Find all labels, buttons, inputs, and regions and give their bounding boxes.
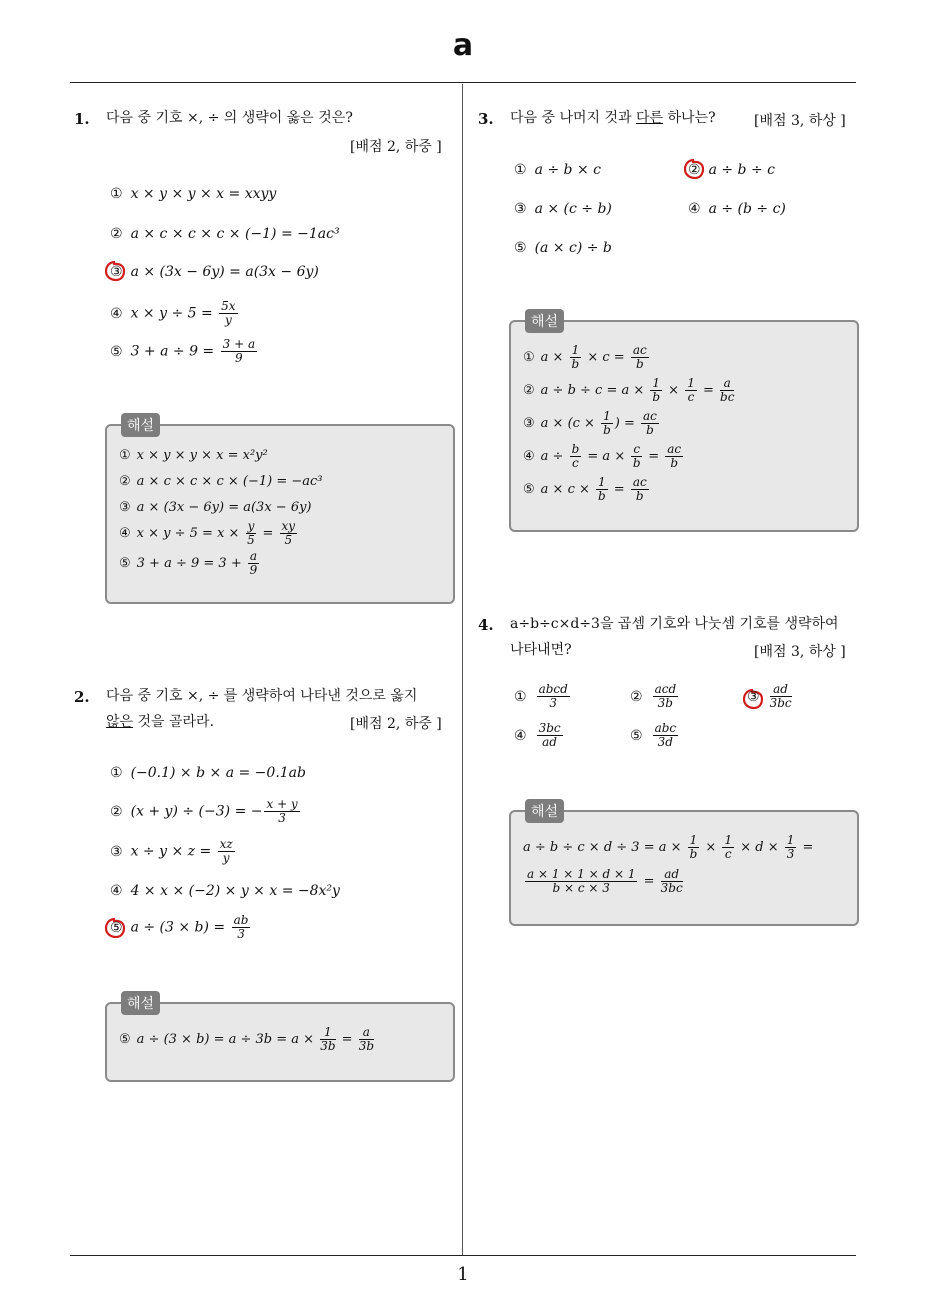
q2-option-2[interactable]: ② (x + y) ÷ (−3) = − $\frac{x + y}{3}$ — [110, 797, 298, 825]
q1-option-1[interactable]: ① x × y × y × x = xxyy — [110, 186, 277, 202]
q3-solution-3: ③ a × (c × $\frac{1}{b}$ ) = $\frac{ac}{b}$ — [523, 409, 657, 437]
explanation-tag: 해설 — [525, 309, 564, 333]
q4-explanation-box — [509, 804, 859, 926]
column-divider — [462, 84, 463, 1256]
question-2-text: 다음 중 기호 ×, ÷ 를 생략하여 나타낸 것으로 옳지 않은 것을 골라라. — [106, 688, 418, 730]
fraction: $\frac{3 + a}{9}$ — [222, 337, 256, 365]
question-3-number: 3. — [478, 110, 494, 128]
q4-option-2[interactable]: ② acd 3b — [630, 682, 677, 710]
question-1-meta: [배점 2, 하중 ] — [350, 139, 442, 155]
question-1-text: 다음 중 기호 ×, ÷ 의 생략이 옳은 것은? — [106, 110, 353, 126]
q1-solution-1: ① x × y × y × x = x²y² — [119, 448, 268, 463]
q3-option-2[interactable]: ② a ÷ b ÷ c — [688, 162, 775, 178]
fraction: $\frac{5x}{y}$ — [221, 299, 236, 327]
page-number: 1 — [457, 1264, 469, 1285]
page-title: a — [452, 28, 474, 63]
q3-solution-5: ⑤ a × c × $\frac{1}{b}$ = $\frac{ac}{b}$ — [523, 475, 647, 503]
question-1-number: 1. — [74, 110, 90, 128]
q2-explanation-box — [105, 996, 455, 1082]
q2-option-5[interactable]: ⑤ a ÷ (3 × b) = $\frac{ab}{3}$ — [110, 913, 249, 941]
q1-option-4[interactable]: ④ x × y ÷ 5 = $\frac{5x}{y}$ — [110, 299, 236, 327]
q3-solution-4: ④ a ÷ $\frac{b}{c}$ = a × $\frac{c}{b}$ = $\frac{ac}{b}$ — [523, 442, 682, 470]
q3-solution-1: ① a × $\frac{1}{b}$ × c = $\frac{ac}{b}$ — [523, 343, 647, 371]
q4-solution-line-2: $\frac{a \times 1 \times 1 \times d \times 1}{b \times c \times 3}$ = $\frac{ad}{3bc}$ — [527, 867, 683, 895]
q2-solution-5: ⑤ a ÷ (3 × b) = a ÷ 3b = a × $\frac{1}{3b}$ = $\frac{a}{3b}$ — [119, 1025, 375, 1053]
q3-option-1[interactable]: ① a ÷ b × c — [514, 162, 601, 178]
q4-option-3[interactable]: ③ $\frac{ad}{3bc}$ — [747, 682, 792, 710]
q1-solution-5: ⑤ 3 + a ÷ 9 = 3 + $\frac{a}{9}$ — [119, 549, 258, 577]
q3-option-3[interactable]: ③ a × (c ÷ b) — [514, 201, 612, 217]
q1-solution-3: ③ a × (3x − 6y) = a(3x − 6y) — [119, 500, 312, 515]
question-3-meta: [배점 3, 하상 ] — [754, 113, 846, 129]
q1-option-3[interactable]: ③ a × (3x − 6y) = a(3x − 6y) — [110, 264, 319, 280]
explanation-tag: 해설 — [121, 991, 160, 1015]
q2-option-1[interactable]: ① (−0.1) × b × a = −0.1ab — [110, 765, 306, 781]
q1-solution-2: ② a × c × c × c × (−1) = −ac³ — [119, 474, 323, 489]
q3-explanation-box — [509, 314, 859, 532]
q2-option-3[interactable]: ③ x ÷ y × z = $\frac{xz}{y}$ — [110, 837, 233, 865]
q4-option-4[interactable]: ④ $\frac{3bc}{ad}$ — [514, 721, 561, 749]
q1-solution-4: ④ x × y ÷ 5 = x × $\frac{y}{5}$ = $\frac{xy}{5}$ — [119, 519, 296, 547]
question-4-text: a÷b÷c×d÷3을 곱셈 기호와 나눗셈 기호를 생략하여 나타내면? — [510, 616, 839, 658]
q3-option-5[interactable]: ⑤ (a × c) ÷ b — [514, 240, 612, 256]
footer-rule — [70, 1255, 856, 1256]
question-4-meta: [배점 3, 하상 ] — [754, 644, 846, 660]
q1-option-2[interactable]: ② a × c × c × c × (−1) = −1ac³ — [110, 226, 340, 242]
q3-solution-2: ② a ÷ b ÷ c = a × $\frac{1}{b}$ × $\frac{1}{c}$ = $\frac{a}{bc}$ — [523, 376, 735, 404]
question-4-number: 4. — [478, 616, 494, 634]
q1-option-5[interactable]: ⑤ 3 + a ÷ 9 = $\frac{3 + a}{9}$ — [110, 337, 256, 365]
explanation-tag: 해설 — [525, 799, 564, 823]
question-3-text: 다음 중 나머지 것과 다른 하나는? — [510, 110, 716, 126]
q3-option-4[interactable]: ④ a ÷ (b ÷ c) — [688, 201, 786, 217]
question-2-number: 2. — [74, 688, 90, 706]
q4-option-1[interactable]: ① abcd 3 — [514, 682, 568, 710]
q2-option-4[interactable]: ④ 4 × x × (−2) × y × x = −8x²y — [110, 883, 340, 899]
question-2-meta: [배점 2, 하중 ] — [350, 716, 442, 732]
header-rule — [70, 82, 856, 83]
q4-solution-line-1: a ÷ b ÷ c × d ÷ 3 = a × $\frac{1}{b}$ × $\frac{1}{c}$ × d × $\frac{1}{3}$ = — [523, 833, 814, 861]
q1-explanation-box — [105, 418, 455, 604]
explanation-tag: 해설 — [121, 413, 160, 437]
q4-option-5[interactable]: ⑤ abc 3d — [630, 721, 677, 749]
